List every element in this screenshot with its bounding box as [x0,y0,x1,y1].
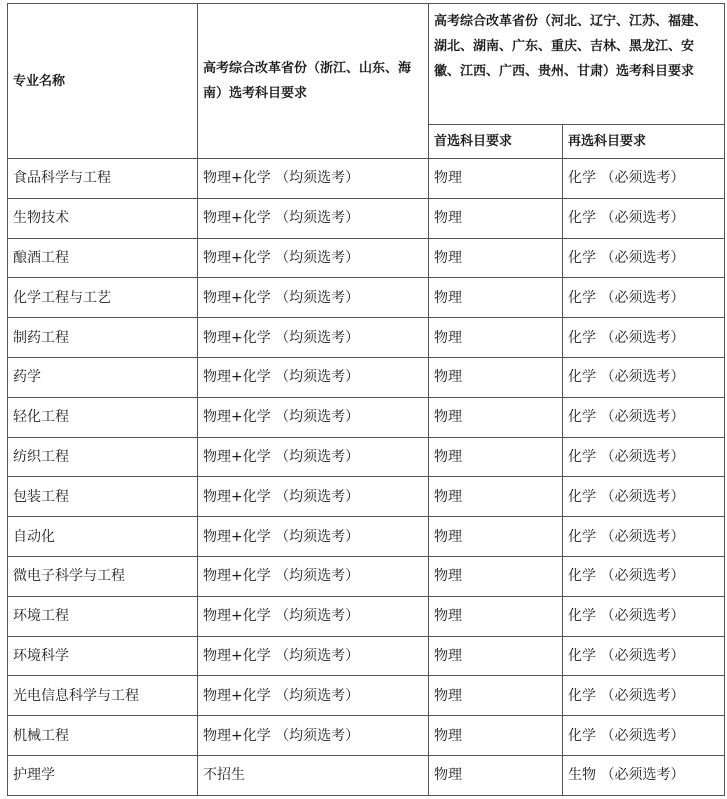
major-cell: 包装工程 [8,477,198,517]
major-cell: 制药工程 [8,318,198,358]
second-choice-cell: 化学 （必须选考） [563,556,725,596]
first-choice-cell: 物理 [429,755,563,795]
reform-a-requirement-cell: 物理+化学 （均须选考） [198,676,429,716]
table-row [8,318,725,358]
table-row [8,636,725,676]
reform-a-requirement-cell: 物理+化学 （均须选考） [198,238,429,278]
header-reform-provinces-a: 高考综合改革省份（浙江、山东、海南）选考科目要求 [198,4,429,159]
table-row [8,397,725,437]
table-row [8,755,725,795]
major-cell: 药学 [8,357,198,397]
first-choice-cell: 物理 [429,318,563,358]
reform-a-requirement-cell: 物理+化学 （均须选考） [198,278,429,318]
second-choice-cell: 化学 （必须选考） [563,716,725,756]
second-choice-cell: 化学 （必须选考） [563,596,725,636]
first-choice-cell: 物理 [429,676,563,716]
reform-a-requirement-cell: 物理+化学 （均须选考） [198,556,429,596]
first-choice-cell: 物理 [429,278,563,318]
reform-a-requirement-cell: 物理+化学 （均须选考） [198,318,429,358]
major-cell: 自动化 [8,517,198,557]
major-cell: 纺织工程 [8,437,198,477]
second-choice-cell: 化学 （必须选考） [563,238,725,278]
major-cell: 机械工程 [8,716,198,756]
first-choice-cell: 物理 [429,517,563,557]
first-choice-cell: 物理 [429,357,563,397]
header-row-primary [8,4,725,125]
table-row [8,596,725,636]
major-cell: 化学工程与工艺 [8,278,198,318]
table-row [8,716,725,756]
major-cell: 食品科学与工程 [8,159,198,199]
subject-requirements-table [7,3,725,796]
table-row [8,198,725,238]
table-row [8,357,725,397]
reform-a-requirement-cell: 物理+化学 （均须选考） [198,198,429,238]
reform-a-requirement-cell: 物理+化学 （均须选考） [198,397,429,437]
second-choice-cell: 化学 （必须选考） [563,676,725,716]
second-choice-cell: 化学 （必须选考） [563,198,725,238]
table-row [8,477,725,517]
header-second-choice: 再选科目要求 [563,125,725,159]
reform-a-requirement-cell: 物理+化学 （均须选考） [198,437,429,477]
table-row [8,517,725,557]
table-body [8,159,725,796]
second-choice-cell: 化学 （必须选考） [563,318,725,358]
reform-a-requirement-cell: 物理+化学 （均须选考） [198,517,429,557]
major-cell: 轻化工程 [8,397,198,437]
reform-a-requirement-cell: 不招生 [198,755,429,795]
second-choice-cell: 化学 （必须选考） [563,397,725,437]
first-choice-cell: 物理 [429,397,563,437]
table-row [8,238,725,278]
table-row [8,437,725,477]
reform-a-requirement-cell: 物理+化学 （均须选考） [198,357,429,397]
first-choice-cell: 物理 [429,477,563,517]
header-major: 专业名称 [8,4,198,159]
second-choice-cell: 化学 （必须选考） [563,437,725,477]
second-choice-cell: 化学 （必须选考） [563,517,725,557]
first-choice-cell: 物理 [429,716,563,756]
major-cell: 光电信息科学与工程 [8,676,198,716]
reform-a-requirement-cell: 物理+化学 （均须选考） [198,596,429,636]
first-choice-cell: 物理 [429,437,563,477]
first-choice-cell: 物理 [429,636,563,676]
table-row [8,556,725,596]
reform-a-requirement-cell: 物理+化学 （均须选考） [198,159,429,199]
major-cell: 环境科学 [8,636,198,676]
first-choice-cell: 物理 [429,198,563,238]
major-cell: 护理学 [8,755,198,795]
first-choice-cell: 物理 [429,596,563,636]
first-choice-cell: 物理 [429,556,563,596]
second-choice-cell: 化学 （必须选考） [563,159,725,199]
table-row [8,159,725,199]
second-choice-cell: 生物 （必须选考） [563,755,725,795]
reform-a-requirement-cell: 物理+化学 （均须选考） [198,716,429,756]
table-row [8,278,725,318]
major-cell: 酿酒工程 [8,238,198,278]
major-cell: 微电子科学与工程 [8,556,198,596]
first-choice-cell: 物理 [429,159,563,199]
reform-a-requirement-cell: 物理+化学 （均须选考） [198,636,429,676]
second-choice-cell: 化学 （必须选考） [563,477,725,517]
first-choice-cell: 物理 [429,238,563,278]
header-first-choice: 首选科目要求 [429,125,563,159]
second-choice-cell: 化学 （必须选考） [563,278,725,318]
major-cell: 生物技术 [8,198,198,238]
second-choice-cell: 化学 （必须选考） [563,357,725,397]
header-reform-provinces-b: 高考综合改革省份（河北、辽宁、江苏、福建、湖北、湖南、广东、重庆、吉林、黑龙江、安徽、江西、广西、贵州、甘肃）选考科目要求 [429,4,725,125]
table-row [8,676,725,716]
major-cell: 环境工程 [8,596,198,636]
second-choice-cell: 化学 （必须选考） [563,636,725,676]
reform-a-requirement-cell: 物理+化学 （均须选考） [198,477,429,517]
